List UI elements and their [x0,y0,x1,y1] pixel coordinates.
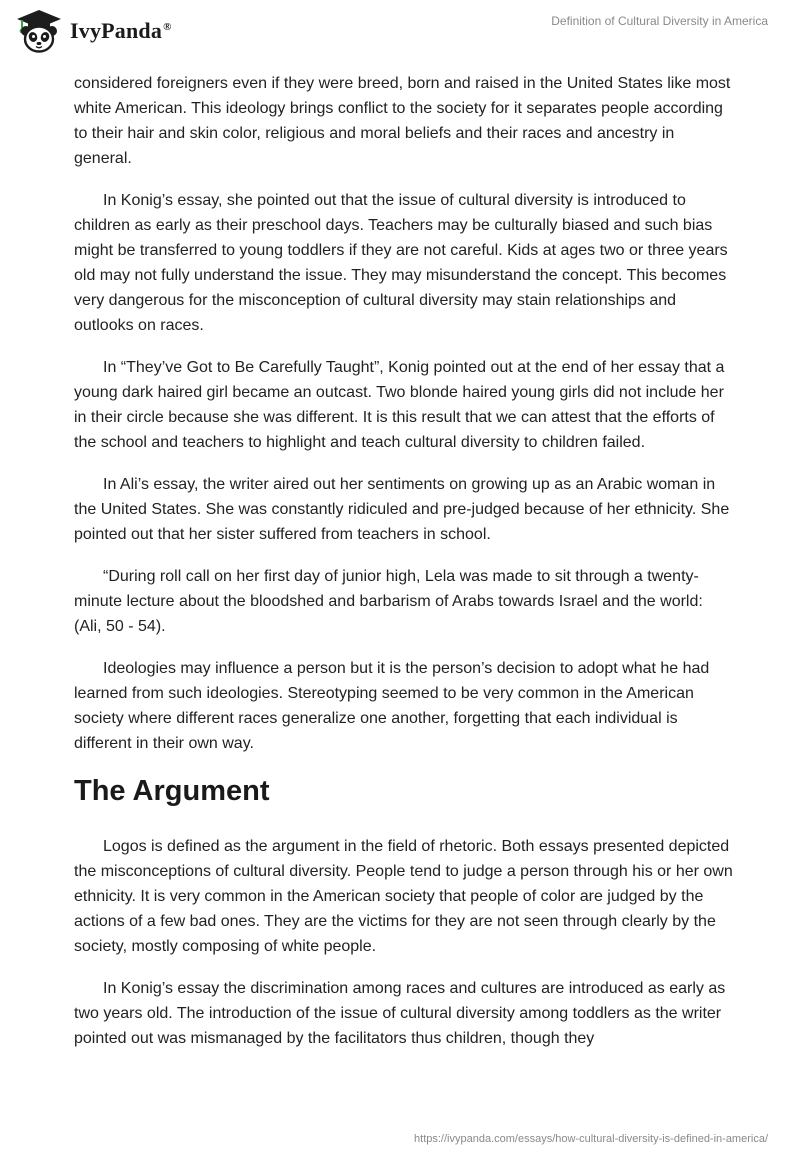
registered-mark: ® [163,20,172,33]
paragraph-continuation: considered foreigners even if they were breed, born and raised in the United States like most white American. This ideology brings conflict to the society for it separates people according to their hair and skin color, religious and moral beliefs and their races and ancestry in general. [74,75,731,167]
document-title: Definition of Cultural Diversity in America [551,14,768,28]
essay-body [74,71,734,1068]
page-header [0,0,800,70]
ivypanda-logo[interactable] [14,8,172,54]
panda-graduation-cap-icon [14,8,64,54]
source-url[interactable]: https://ivypanda.com/essays/how-cultural-diversity-is-defined-in-america/ [414,1133,768,1145]
paragraph: Ideologies may influence a person but it is the person’s decision to adopt what he had learned from such ideologies. Stereotyping seemed to be very common in the American society where different races generalize one another, forgetting that each individual is different in their own way. [74,660,710,752]
paragraph: In Konig’s essay the discrimination among races and cultures are introduced as early as two years old. The introduction of the issue of cultural diversity among toddlers as the writer pointed out was mismanaged by the facilitators thus children, though they [74,980,726,1047]
paragraph: In Ali’s essay, the writer aired out her sentiments on growing up as an Arabic woman in the United States. She was constantly ridiculed and pre-judged because of her ethnicity. She pointed out that her sister suffered from teachers in school. [74,476,730,543]
paragraph-quote: “During roll call on her first day of junior high, Lela was made to sit through a twenty-minute lecture about the bloodshed and barbarism of Arabs towards Israel and the world: (Ali, 50 - 54). [74,568,703,635]
paragraph: In “They’ve Got to Be Carefully Taught”, Konig pointed out at the end of her essay that a young dark haired girl became an outcast. Two blonde haired young girls did not include her in their circle because she was different. It is this result that we can attest that the efforts of the school and teachers to highlight and teach cultural diversity to children failed. [74,359,725,451]
paragraph: Logos is defined as the argument in the field of rhetoric. Both essays presented depicted the misconceptions of cultural diversity. People tend to judge a person through his or her own ethnicity. It is very common in the American society that people of color are judged by the actions of a few bad ones. They are the victims for they are not seen through clearly by the society, mostly composing of white people. [74,838,733,955]
paragraph: In Konig’s essay, she pointed out that the issue of cultural diversity is introduced to children as early as their preschool days. Teachers may be culturally biased and such bias might be transferred to young toddlers if they are not careful. Kids at ages two or three years old may not fully understand the issue. They may misunderstand the concept. This becomes very dangerous for the misconception of cultural diversity may stain relationships and outlooks on races. [74,192,728,334]
section-heading: The Argument [74,775,270,807]
brand-name: IvyPanda® [70,18,172,43]
